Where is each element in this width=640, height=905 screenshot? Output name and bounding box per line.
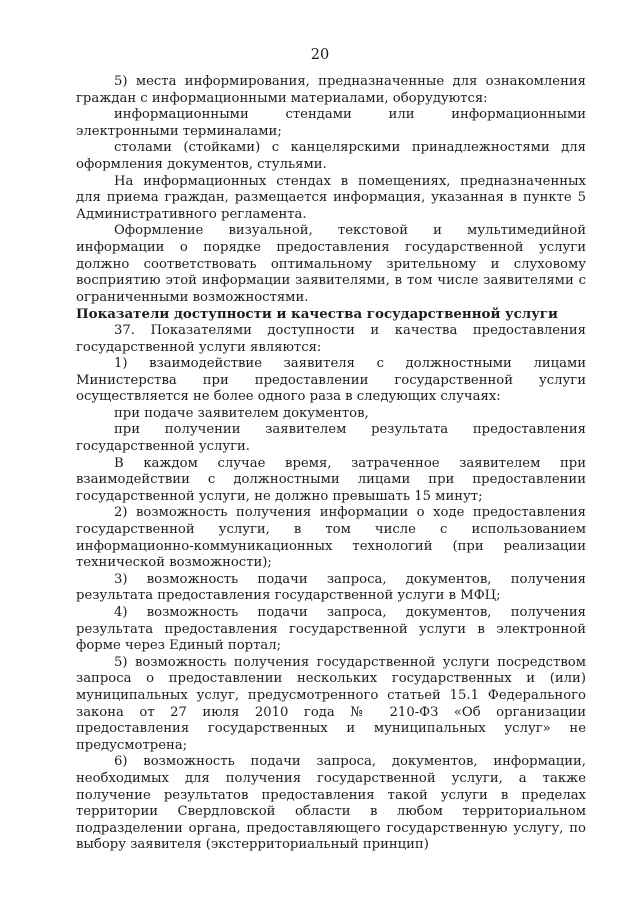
paragraph: Оформление визуальной, текстовой и мультимедийной информации о порядке предоставления государственной услуги должно соответствовать оптимальному зрительному и слуховому восприятию этой информации заявителями, в том числе заявителями с ограниченными возможностями.	[76, 223, 586, 305]
paragraph: 5) возможность получения государственной услуги посредством запроса о предоставлении нескольких государственных и (или) муниципальных услуг, предусмотренного статьей 15.1 Федерального закона от 27 июля 2010 года № 210-ФЗ «Об организации предоставления государственных и муниципальных услуг» не предусмотрена;	[76, 654, 586, 753]
paragraph: На информационных стендах в помещениях, предназначенных для приема граждан, размещается информация, указанная в пункте 5 Административного регламента.	[76, 173, 586, 222]
document-body	[76, 74, 586, 854]
paragraph: В каждом случае время, затраченное заявителем при взаимодействии с должностными лицами при предоставлении государственной услуги, не должно превышать 15 минут;	[76, 455, 586, 504]
paragraph: 3) возможность подачи запроса, документов, получения результата предоставления государственной услуги в МФЦ;	[76, 571, 586, 604]
section-heading: Показатели доступности и качества государственной услуги	[76, 306, 558, 323]
paragraph: столами (стойками) с канцелярскими принадлежностями для оформления документов, стульями.	[76, 140, 586, 172]
paragraph: при получении заявителем результата предоставления государственной услуги.	[76, 422, 586, 455]
paragraph: 2) возможность получения информации о ходе предоставления государственной услуги, в том числе с использованием информационно-коммуникационных технологий (при реализации технической возможности);	[76, 505, 586, 571]
paragraph: 37. Показателями доступности и качества предоставления государственной услуги являются:	[76, 322, 586, 355]
page-number: 20	[310, 47, 330, 63]
paragraph: информационными стендами или информационными электронными терминалами;	[76, 107, 586, 139]
paragraph: 6) возможность подачи запроса, документов, информации, необходимых для получения государственной услуги, а также получение результатов предоставления такой услуги в пределах территории Свердловской области в любом территориальном подразделении органа, предоставляющего государственную услугу, по выбору заявителя (экстерриториальный принцип)	[76, 754, 586, 853]
paragraph: 5) места информирования, предназначенные для ознакомления граждан с информационными материалами, оборудуются:	[76, 74, 586, 106]
paragraph: 4) возможность подачи запроса, документов, получения результата предоставления государственной услуги в электронной форме через Единый портал;	[76, 605, 586, 654]
paragraph: 1) взаимодействие заявителя с должностными лицами Министерства при предоставлении государственной услуги осуществляется не более одного раза в следующих случаях:	[76, 356, 586, 405]
paragraph: при подаче заявителем документов,	[114, 405, 369, 421]
